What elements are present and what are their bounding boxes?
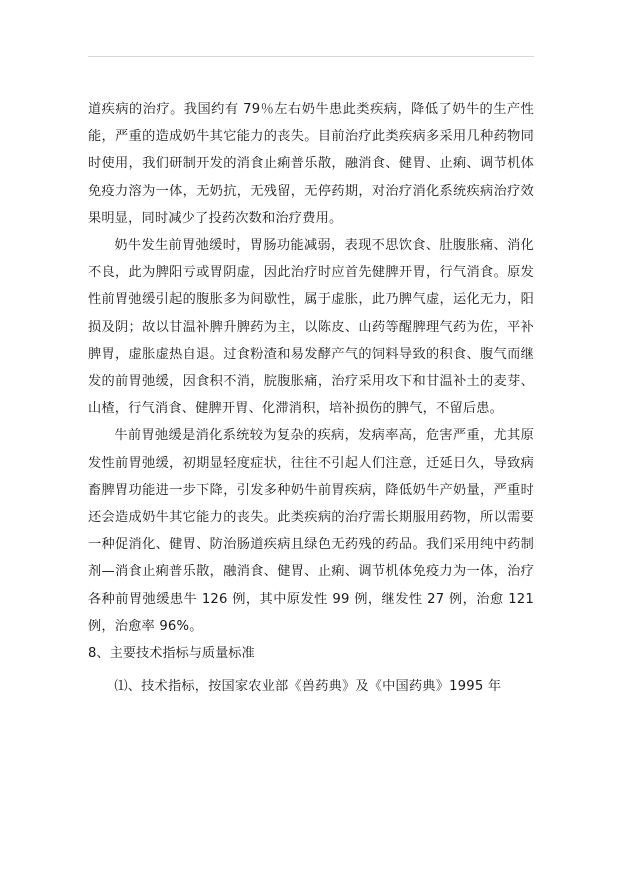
paragraph-technical-indicators: ⑴、技术指标，按国家农业部《兽药典》及《中国药典》1995 年 bbox=[114, 679, 502, 695]
paragraph-3: 牛前胃弛缓是消化系统较为复杂的疾病，发病率高，危害严重，尤其原发性前胃弛缓，初期显轻度症状，往往不引起人们注意，迁延日久，导致病畜脾胃功能进一步下降，引发多种奶牛前胃疾病，降低奶牛产奶量，严重时还会造成奶牛其它能力的丧失。此类疾病的治疗需长期服用药物，所以需要一种促消化、健胃、防治肠道疾病且绿色无药残的药品。我们采用纯中药制剂—消食止痢普乐散，融消食、健胃、止痢、调节机体免疫力为一体，治疗各种前胃弛缓患牛 126 例，其中原发性 99 例，继发性 27 例，治愈 121 例，治愈率 96%。 bbox=[88, 428, 534, 634]
header-rule bbox=[88, 56, 534, 57]
paragraph-1: 道疾病的治疗。我国约有 79％左右奶牛患此类疾病，降低了奶牛的生产性能，严重的造成奶牛其它能力的丧失。目前治疗此类疾病多采用几种药物同时使用，我们研制开发的消食止痢普乐散，融消食、健胃、止痢、调节机体免疫力溶为一体，无奶抗，无残留，无停药期，对治疗消化系统疾病治疗效果明显，同时减少了投药次数和治疗费用。 bbox=[88, 102, 534, 226]
section-heading: 8、主要技术指标与质量标准 bbox=[88, 646, 255, 662]
paragraph-2: 奶牛发生前胃弛缓时，胃肠功能减弱，表现不思饮食、肚腹胀痛、消化不良，此为脾阳亏或胃阴虚，因此治疗时应首先健脾开胃，行气消食。原发性前胃弛缓引起的腹胀多为间歇性，属于虚胀，此乃脾气虚，运化无力，阳损及阴；故以甘温补脾升脾药为主，以陈皮、山药等醒脾理气药为佐，平补脾胃，虚胀虚热自退。过食粉渣和易发酵产气的饲料导致的积食、腹气而继发的前胃弛缓，因食积不消，脘腹胀痛，治疗采用攻下和甘温补土的麦芽、山楂，行气消食、健脾开胃、化滞消积，培补损伤的脾气，不留后患。 bbox=[88, 238, 534, 417]
document-body bbox=[88, 96, 534, 700]
